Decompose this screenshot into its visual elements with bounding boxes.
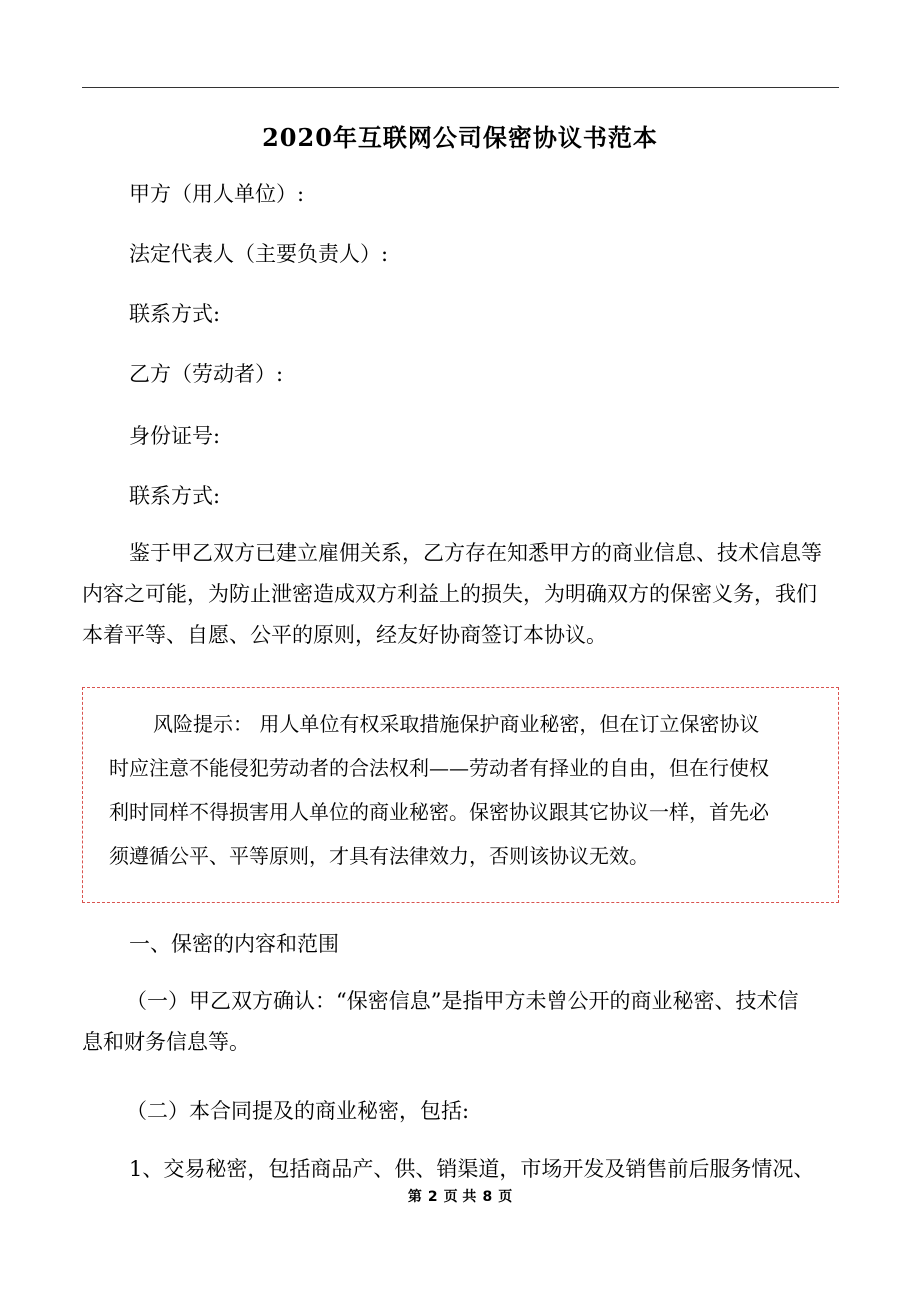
- preamble-line: 本着平等、自愿、公平的原则，经友好协商签订本协议。: [82, 623, 607, 647]
- risk-notice-line: 须遵循公平、平等原则，才具有法律效力，否则该协议无效。: [109, 844, 649, 868]
- section-item-2: （二）本合同提及的商业秘密，包括:: [126, 1099, 470, 1123]
- party-a-field: 甲方（用人单位）:: [129, 182, 305, 206]
- id-number-field: 身份证号:: [129, 424, 221, 448]
- risk-notice-box: [82, 687, 839, 903]
- section-item-line: （一）甲乙双方确认：“保密信息”是指甲方未曾公开的商业秘密、技术信: [126, 989, 799, 1013]
- section-item-3: 1、交易秘密，包括商品产、供、销渠道，市场开发及销售前后服务情况、: [129, 1157, 815, 1181]
- risk-notice-line: 风险提示： 用人单位有权采取措施保护商业秘密，但在订立保密协议: [153, 712, 760, 736]
- risk-notice-text: [109, 702, 819, 878]
- section-heading: 一、保密的内容和范围: [129, 932, 339, 956]
- page-footer: [0, 1186, 920, 1206]
- document-title: 2020年互联网公司保密协议书范本: [262, 123, 658, 152]
- risk-notice-line: 时应注意不能侵犯劳动者的合法权利——劳动者有择业的自由，但在行使权: [109, 756, 769, 780]
- legal-rep-field: 法定代表人（主要负责人）:: [129, 242, 389, 266]
- party-b-field: 乙方（劳动者）:: [129, 362, 284, 386]
- header-rule: [82, 87, 839, 88]
- contact-b-field: 联系方式:: [129, 484, 221, 508]
- section-item-1: [82, 981, 839, 1063]
- preamble-line: 内容之可能，为防止泄密造成双方利益上的损失，为明确双方的保密义务，我们: [82, 582, 817, 606]
- section-item-line: 息和财务信息等。: [82, 1030, 250, 1054]
- footer-middle: 页 共: [443, 1189, 477, 1205]
- footer-suffix: 页: [498, 1189, 513, 1205]
- preamble-line: 鉴于甲乙双方已建立雇佣关系，乙方存在知悉甲方的商业信息、技术信息等: [129, 541, 822, 565]
- risk-notice-line: 利时同样不得损害用人单位的商业秘密。保密协议跟其它协议一样，首先必: [109, 800, 769, 824]
- contact-a-field: 联系方式:: [129, 302, 221, 326]
- page-number: 2: [427, 1189, 438, 1205]
- preamble-paragraph: [82, 533, 839, 656]
- total-pages: 8: [482, 1189, 493, 1205]
- footer-prefix: 第: [407, 1189, 422, 1205]
